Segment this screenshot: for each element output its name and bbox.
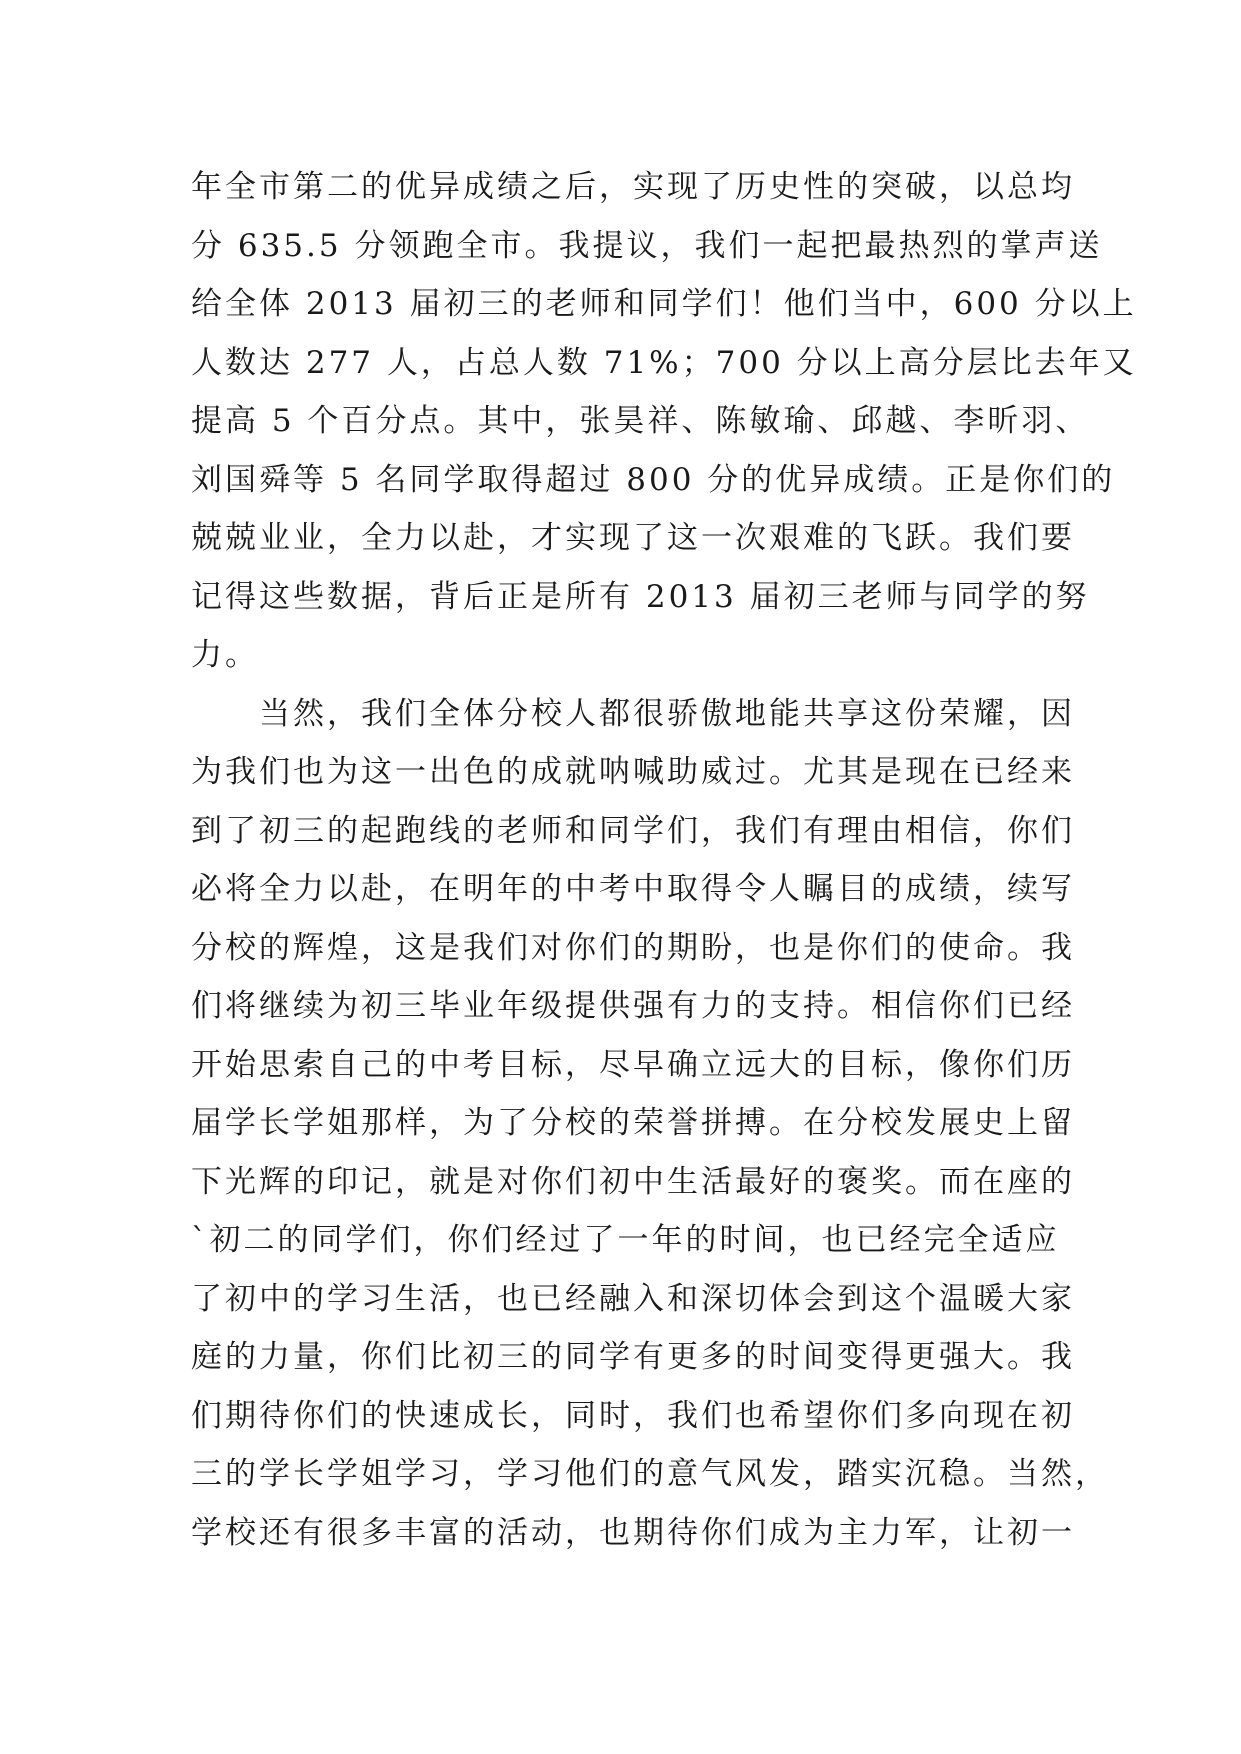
text-line: 分 635.5 分领跑全市。我提议，我们一起把最热烈的掌声送: [191, 227, 1103, 264]
text-line: 当然，我们全体分校人都很骄傲地能共享这份荣耀，因: [191, 695, 1075, 732]
text-line: 为我们也为这一出色的成就呐喊助威过。尤其是现在已经来: [191, 754, 1075, 790]
text-line: 届学长学姐那样，为了分校的荣誉拼搏。在分校发展史上留: [191, 1105, 1075, 1141]
text-line: 庭的力量，你们比初三的同学有更多的时间变得更强大。我: [191, 1339, 1075, 1375]
body-text: [191, 158, 1137, 1562]
text-line: 下光辉的印记，就是对你们初中生活最好的褒奖。而在座的: [191, 1163, 1075, 1200]
text-line: 们期待你们的快速成长，同时，我们也希望你们多向现在初: [191, 1397, 1075, 1434]
text-line: 力。: [191, 637, 259, 673]
text-line: 提高 5 个百分点。其中，张昊祥、陈敏瑜、邱越、李昕羽、: [191, 403, 1090, 439]
text-line: `初二的同学们，你们经过了一年的时间，也已经完全适应: [191, 1222, 1060, 1258]
text-line: 记得这些数据，背后正是所有 2013 届初三老师与同学的努: [191, 578, 1090, 615]
text-line: 兢兢业业，全力以赴，才实现了这一次艰难的飞跃。我们要: [191, 520, 1075, 556]
text-line: 三的学长学姐学习，学习他们的意气风发，踏实沉稳。当然，: [191, 1456, 1109, 1492]
text-line: 刘国舜等 5 名同学取得超过 800 分的优异成绩。正是你们的: [191, 461, 1116, 498]
text-line: 给全体 2013 届初三的老师和同学们！他们当中，600 分以上: [191, 286, 1137, 322]
text-line: 人数达 277 人，占总人数 71%；700 分以上高分层比去年又: [191, 344, 1137, 381]
text-line: 了初中的学习生活，也已经融入和深切体会到这个温暖大家: [191, 1280, 1075, 1317]
text-line: 到了初三的起跑线的老师和同学们，我们有理由相信，你们: [191, 812, 1075, 849]
text-line: 年全市第二的优异成绩之后，实现了历史性的突破，以总均: [191, 169, 1075, 205]
text-line: 必将全力以赴，在明年的中考中取得令人瞩目的成绩，续写: [191, 871, 1075, 907]
text-line: 们将继续为初三毕业年级提供强有力的支持。相信你们已经: [191, 988, 1075, 1024]
paragraph-1: [191, 158, 1137, 685]
text-line: 分校的辉煌，这是我们对你们的期盼，也是你们的使命。我: [191, 929, 1075, 966]
paragraph-2: [191, 685, 1109, 1563]
text-line: 学校还有很多丰富的活动，也期待你们成为主力军，让初一: [191, 1514, 1075, 1551]
text-line: 开始思索自己的中考目标，尽早确立远大的目标，像你们历: [191, 1046, 1075, 1083]
